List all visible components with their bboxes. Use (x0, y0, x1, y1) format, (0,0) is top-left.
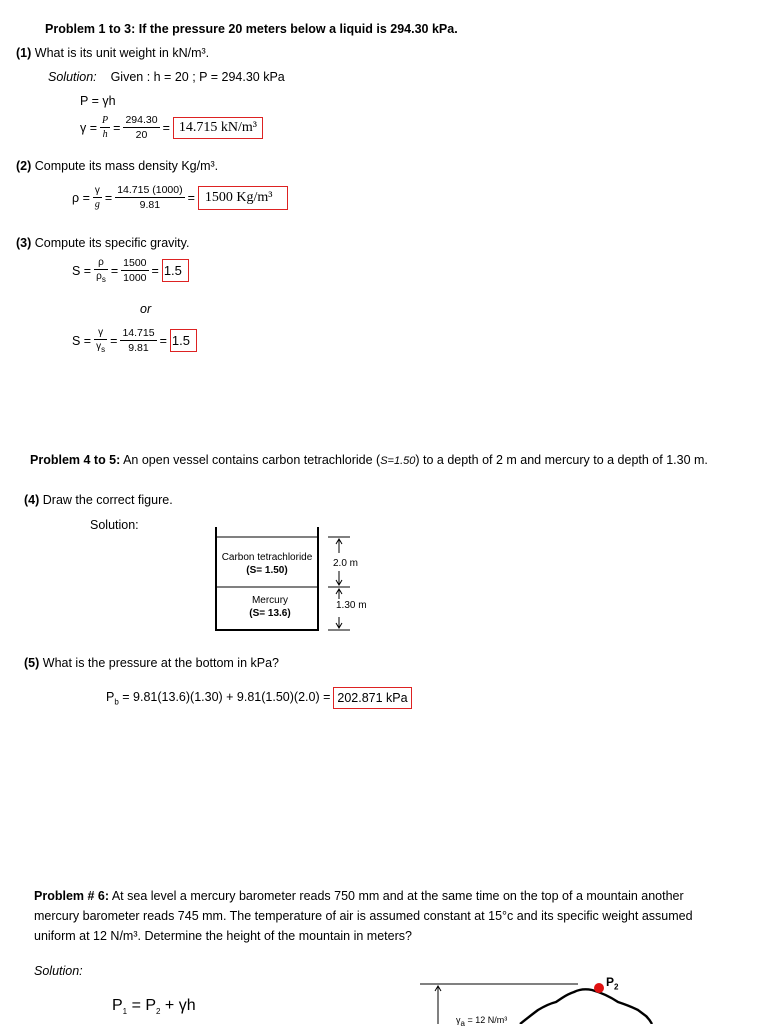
subscript: 2 (614, 982, 619, 992)
unit-weight-equation (80, 114, 263, 141)
equals-sign: = (162, 120, 170, 135)
solution-line-1 (48, 70, 285, 84)
dimension-2m-label: 2.0 m (333, 558, 359, 569)
gamma-symbol: γ (96, 341, 102, 352)
fraction-numerator: ρ (94, 257, 108, 270)
bottom-pressure-expression (106, 690, 330, 707)
air-specific-weight-label (456, 1015, 507, 1028)
question-2-text: Compute its mass density Kg/m³. (34, 159, 219, 173)
gamma-lhs: γ = (80, 120, 98, 135)
vessel-figure (210, 525, 360, 637)
s-fraction-symbolic (94, 257, 108, 284)
problem-4-5-sg: S=1.50 (380, 455, 416, 467)
fraction-denominator: 1000 (123, 272, 147, 284)
equals-sign: = (110, 333, 118, 348)
question-5-text: What is the pressure at the bottom in kPa? (42, 656, 279, 670)
question-2-number: (2) (16, 159, 32, 173)
fraction-denominator: g (94, 199, 100, 210)
problem-1-3-label: Problem 1 to 3: (45, 22, 136, 36)
layer-2-sg: (S= 13.6) (249, 608, 291, 619)
fraction-denominator: 20 (135, 129, 148, 141)
specific-gravity-answer-1: 1.5 (162, 259, 189, 282)
problem-6-statement (34, 886, 750, 946)
fraction-numerator: γ (94, 185, 100, 196)
mountain-outline (520, 989, 652, 1024)
fraction-denominator (94, 340, 107, 354)
question-4-text: Draw the correct figure. (42, 493, 173, 507)
subscript: s (101, 275, 106, 284)
s-lhs: S = (72, 263, 92, 278)
fraction-denominator: 9.81 (128, 342, 149, 354)
pressure-symbol: P (106, 689, 115, 704)
question-3 (16, 236, 189, 250)
question-1 (16, 46, 209, 60)
rho-symbol: ρ (96, 271, 102, 282)
mountain-figure (410, 972, 660, 1024)
pressure-expression: = 9.81(13.6)(1.30) + 9.81(1.50)(2.0) = (118, 689, 331, 704)
problem-6-line-1 (34, 886, 750, 906)
p2-point-marker (594, 983, 604, 993)
given-values: Given : h = 20 ; P = 294.30 kPa (110, 70, 285, 84)
equals-sign: = (104, 190, 113, 205)
s-fraction-numeric (121, 257, 148, 284)
subscript: b (114, 697, 119, 707)
fraction-numerator: 14.715 (122, 327, 155, 339)
fraction-denominator (94, 270, 108, 284)
specific-gravity-equation-1 (72, 257, 189, 284)
mass-density-equation (72, 184, 288, 211)
rho-lhs: ρ = (72, 190, 90, 205)
equation-rest: + γh (160, 997, 196, 1014)
problem-6-line-2: mercury barometer reads 745 mm. The temperature of air is assumed constant at 15°c and its specific weight assumed (34, 909, 693, 923)
equals-sign: = (159, 333, 167, 348)
subscript: 2 (156, 1007, 161, 1017)
barometer-equation (112, 997, 196, 1016)
specific-gravity-equation-2 (72, 327, 197, 354)
equals-sign: = (110, 263, 119, 278)
or-text: or (140, 302, 152, 316)
question-4 (24, 493, 173, 507)
solution-label-4: Solution: (90, 518, 139, 532)
gamma-value: = 12 N/m³ (464, 1015, 508, 1025)
fraction-denominator: h (102, 129, 108, 140)
s-lhs: S = (72, 333, 92, 348)
problem-6-label: Problem # 6: (34, 889, 110, 903)
layer-2-name: Mercury (251, 595, 289, 606)
question-1-text: What is its unit weight in kN/m³. (34, 46, 210, 60)
fraction-denominator: 9.81 (139, 199, 161, 211)
p1-symbol: P (112, 997, 123, 1014)
bottom-pressure-equation (106, 687, 412, 709)
question-5-number: (5) (24, 656, 40, 670)
specific-gravity-answer-2: 1.5 (170, 329, 197, 352)
bottom-pressure-answer: 202.871 kPa (333, 687, 411, 709)
problem-6-text-1: At sea level a mercury barometer reads 750 mm and at the same time on the top of a mountain another (111, 889, 684, 903)
subscript: 1 (122, 1007, 128, 1017)
fraction-numerator: 294.30 (125, 114, 158, 126)
dimension-1-30m-label: 1.30 m (336, 600, 367, 611)
p2-symbol: = P (127, 997, 157, 1014)
problem-4-5-header (30, 453, 708, 467)
problem-4-5-label: Problem 4 to 5: (30, 453, 121, 467)
problem-4-5-statement-a: An open vessel contains carbon tetrachloride ( (123, 453, 381, 467)
question-4-number: (4) (24, 493, 40, 507)
layer-1-label (216, 551, 318, 577)
problem-4-5-statement-b: ) to a depth of 2 m and mercury to a depth of 1.30 m. (415, 453, 708, 467)
gamma-symbol: γ (456, 1015, 461, 1025)
p2-label (606, 975, 618, 991)
layer-2-label (216, 594, 324, 620)
s-fraction-numeric (120, 327, 156, 354)
equals-sign: = (151, 263, 159, 278)
question-5 (24, 656, 279, 670)
solution-label-6: Solution: (34, 964, 83, 978)
fraction-numerator: 1500 (123, 257, 147, 269)
equals-sign: = (187, 190, 195, 205)
problem-6-line-3: uniform at 12 N/m³. Determine the height of the mountain in meters? (34, 929, 412, 943)
problem-1-3-statement: If the pressure 20 meters below a liquid is 294.30 kPa. (138, 22, 458, 36)
subscript: s (101, 345, 106, 354)
rho-fraction-numeric (115, 184, 184, 211)
question-3-text: Compute its specific gravity. (34, 236, 190, 250)
rho-fraction-symbolic (93, 185, 102, 210)
pressure-formula: P = γh (80, 94, 116, 108)
equals-sign: = (113, 120, 121, 135)
solution-label: Solution: (48, 70, 97, 84)
mass-density-answer: 1500 Kg/m³ (198, 186, 288, 210)
question-2 (16, 159, 218, 173)
gamma-fraction-symbolic (100, 115, 110, 140)
question-1-number: (1) (16, 46, 32, 60)
s-fraction-symbolic (94, 327, 107, 354)
subscript: a (460, 1018, 465, 1028)
problem-1-3-header (45, 22, 458, 36)
gamma-fraction-numeric (123, 114, 159, 141)
layer-1-sg: (S= 1.50) (246, 565, 288, 576)
unit-weight-answer: 14.715 kN/m³ (173, 117, 263, 139)
question-3-number: (3) (16, 236, 32, 250)
fraction-numerator: P (102, 115, 109, 126)
fraction-numerator: γ (94, 327, 107, 340)
fraction-numerator: 14.715 (1000) (117, 184, 183, 196)
p2-letter: P (606, 975, 615, 989)
layer-1-name: Carbon tetrachloride (221, 552, 313, 563)
